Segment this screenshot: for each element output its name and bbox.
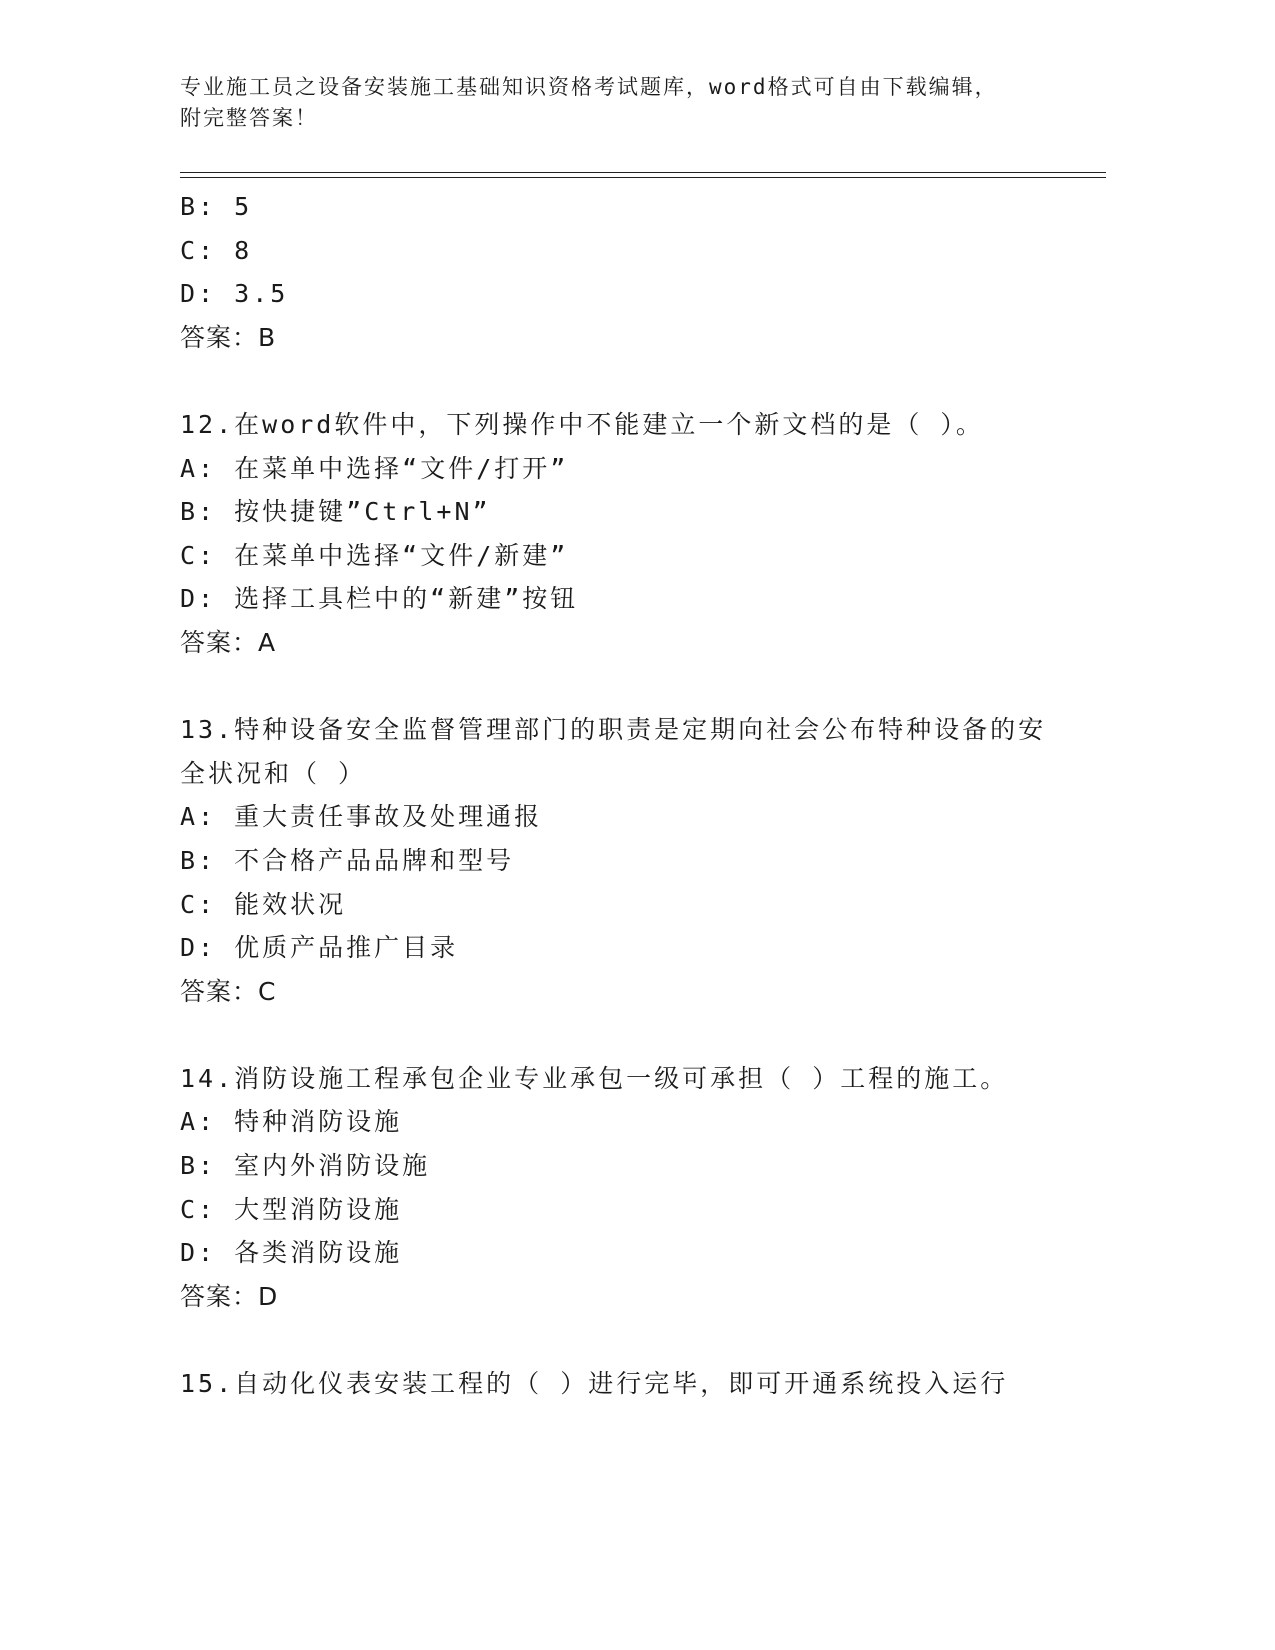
header-divider-top [180,172,1106,173]
option-c: C: 8 [180,235,253,265]
option-b: B: 5 [180,192,253,221]
option-d: D: 选择工具栏中的“新建”按钮 [180,584,579,614]
question-stem: 14.消防设施工程承包企业专业承包一级可承担（ ）工程的施工。 [180,1063,1009,1093]
answer-line: 答案：D [180,1281,279,1311]
question-12 [180,403,1110,665]
question-11-continued [180,185,1110,359]
header-line-2: 附完整答案！ [180,106,318,130]
answer-line: 答案：A [180,627,277,657]
option-c: C: 能效状况 [180,889,347,919]
answer-line: 答案：B [180,322,277,352]
option-b: B: 按快捷键”Ctrl+N” [180,497,491,527]
option-a: A: 重大责任事故及处理通报 [180,802,543,832]
option-b: B: 不合格产品品牌和型号 [180,845,515,875]
question-14 [180,1057,1110,1319]
document-header [180,72,1110,134]
option-c: C: 在菜单中选择“文件/新建” [180,540,569,570]
option-c: C: 大型消防设施 [180,1194,403,1224]
question-list [180,185,1110,1406]
option-b: B: 室内外消防设施 [180,1151,431,1181]
option-d: D: 优质产品推广目录 [180,933,459,963]
option-d: D: 3.5 [180,279,289,309]
header-divider-bottom [180,177,1106,178]
question-stem: 15.自动化仪表安装工程的（ ）进行完毕，即可开通系统投入运行 [180,1369,1009,1399]
question-stem: 12.在word软件中，下列操作中不能建立一个新文档的是（ ）。 [180,409,984,439]
question-15 [180,1362,1110,1406]
question-stem: 13.特种设备安全监督管理部门的职责是定期向社会公布特种设备的安全状况和（ ） [180,715,1047,788]
option-a: A: 特种消防设施 [180,1107,403,1137]
answer-line: 答案：C [180,976,277,1006]
option-a: A: 在菜单中选择“文件/打开” [180,453,569,483]
header-line-1: 专业施工员之设备安装施工基础知识资格考试题库，word格式可自由下载编辑， [180,75,998,99]
question-13 [180,708,1110,1013]
option-d: D: 各类消防设施 [180,1238,403,1268]
